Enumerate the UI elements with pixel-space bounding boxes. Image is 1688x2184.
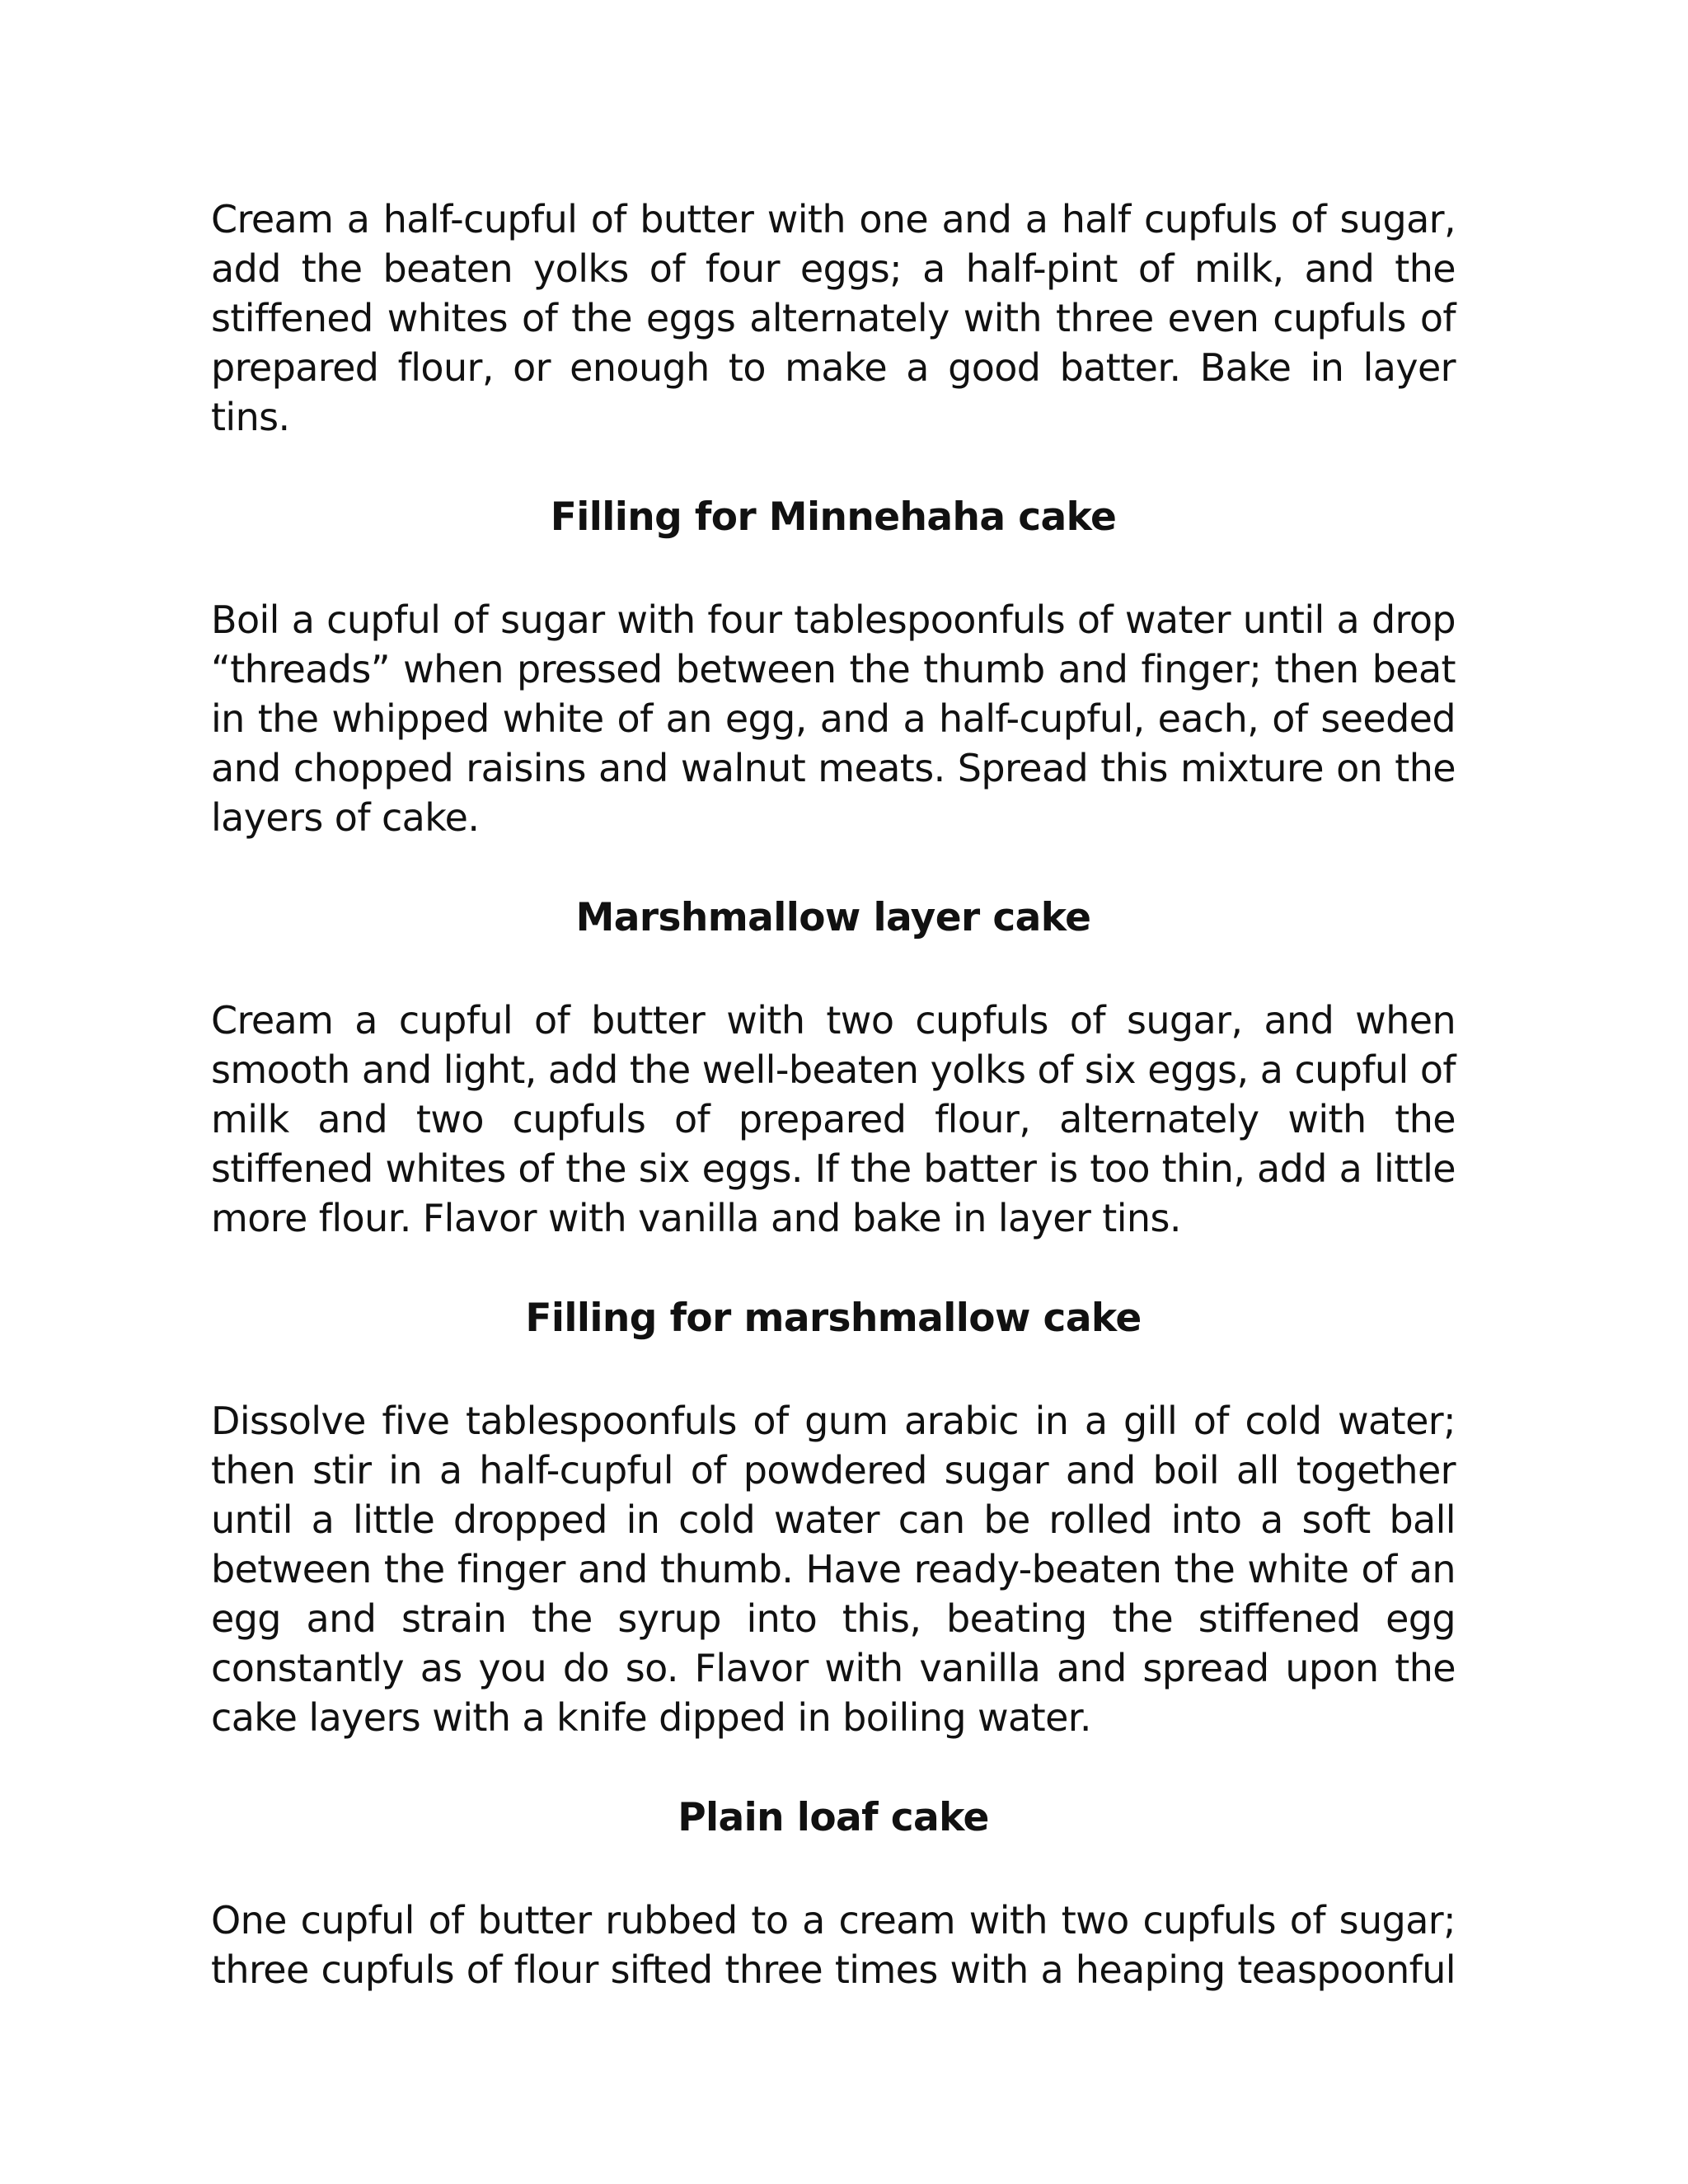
section-body-marshmallow-filling: Dissolve five tablespoonfuls of gum arabic in a gill of cold water; then stir in a half-cupful of powdered sugar and boil all together until a little dropped in cold water can be rolled into a soft ball between the finger and thumb. Have ready-beaten the white of an egg and strain the syrup into this, beating the stiffened egg constantly as you do so. Flavor with vanilla and spread upon the cake layers with a knife dipped in boiling water. <box>211 1399 1456 1740</box>
section-heading-plain-loaf-cake: Plain loaf cake <box>678 1795 989 1840</box>
intro-paragraph: Cream a half-cupful of butter with one and a half cupfuls of sugar, add the beaten yolks of four eggs; a half-pint of milk, and the stiffened whites of the eggs alternately with three even cupfuls of prepared flour, or enough to make a good batter. Bake in layer tins. <box>211 197 1456 439</box>
section-body-plain-loaf-cake: One cupful of butter rubbed to a cream with two cupfuls of sugar; three cupfuls of flour sifted three times with a heaping teaspoonful <box>211 1898 1456 1992</box>
section-heading-marshmallow-filling: Filling for marshmallow cake <box>525 1296 1142 1341</box>
section-body-minnehaha-filling: Boil a cupful of sugar with four tablespoonfuls of water until a drop “threads” when pressed between the thumb and finger; then beat in the whipped white of an egg, and a half-cupful, each, of seeded and chopped raisins and walnut meats. Spread this mixture on the layers of cake. <box>211 598 1456 840</box>
section-heading-minnehaha-filling: Filling for Minnehaha cake <box>550 494 1117 540</box>
document-page <box>211 194 1456 1994</box>
section-heading-marshmallow-layer-cake: Marshmallow layer cake <box>575 895 1091 940</box>
section-body-marshmallow-layer-cake: Cream a cupful of butter with two cupfuls of sugar, and when smooth and light, add the well-beaten yolks of six eggs, a cupful of milk and two cupfuls of prepared flour, alternately with the stiffened whites of the six eggs. If the batter is too thin, add a little more flour. Flavor with vanilla and bake in layer tins. <box>211 998 1456 1240</box>
